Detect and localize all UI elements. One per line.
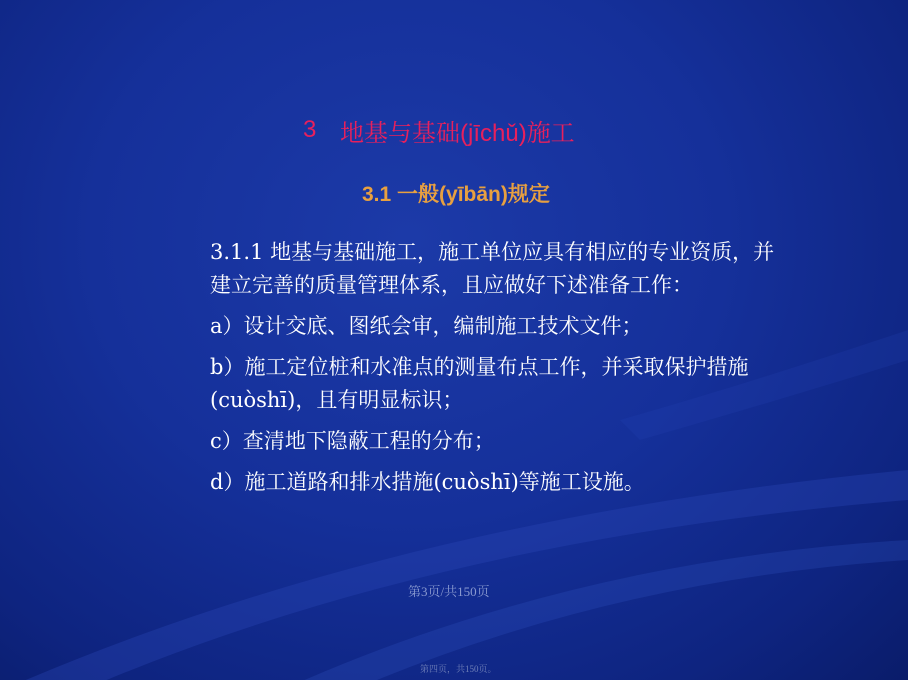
section-title (340, 118, 622, 149)
section-number: 3 (303, 116, 317, 143)
clause-item-c: c）查清地下隐蔽工程的分布； (210, 429, 495, 453)
section-title-text: 地基与基础 (340, 119, 460, 147)
clause-item-d: d）施工道路和排水措施(cuòshī)等施工设施。 (210, 470, 645, 494)
clause-item-a: a）设计交底、图纸会审，编制施工技术文件； (210, 314, 643, 338)
section-title-tail: 施工 (526, 119, 575, 147)
section-title-pinyin: (jīchǔ) (460, 120, 527, 147)
subsection-title: 3.1 一般(yībān)规定 (362, 183, 550, 206)
footer-page-label: 第四页，共150页。 (420, 664, 497, 674)
body-content (210, 236, 790, 507)
page-number-label: 第3页/共150页 (408, 584, 490, 599)
clause-item-b: b）施工定位桩和水准点的测量布点工作，并采取保护措施(cuòshī)，且有明显标识； (210, 355, 749, 412)
clause-intro: 3.1.1 地基与基础施工，施工单位应具有相应的专业资质，并建立完善的质量管理体系，且应做好下述准备工作： (210, 240, 775, 297)
